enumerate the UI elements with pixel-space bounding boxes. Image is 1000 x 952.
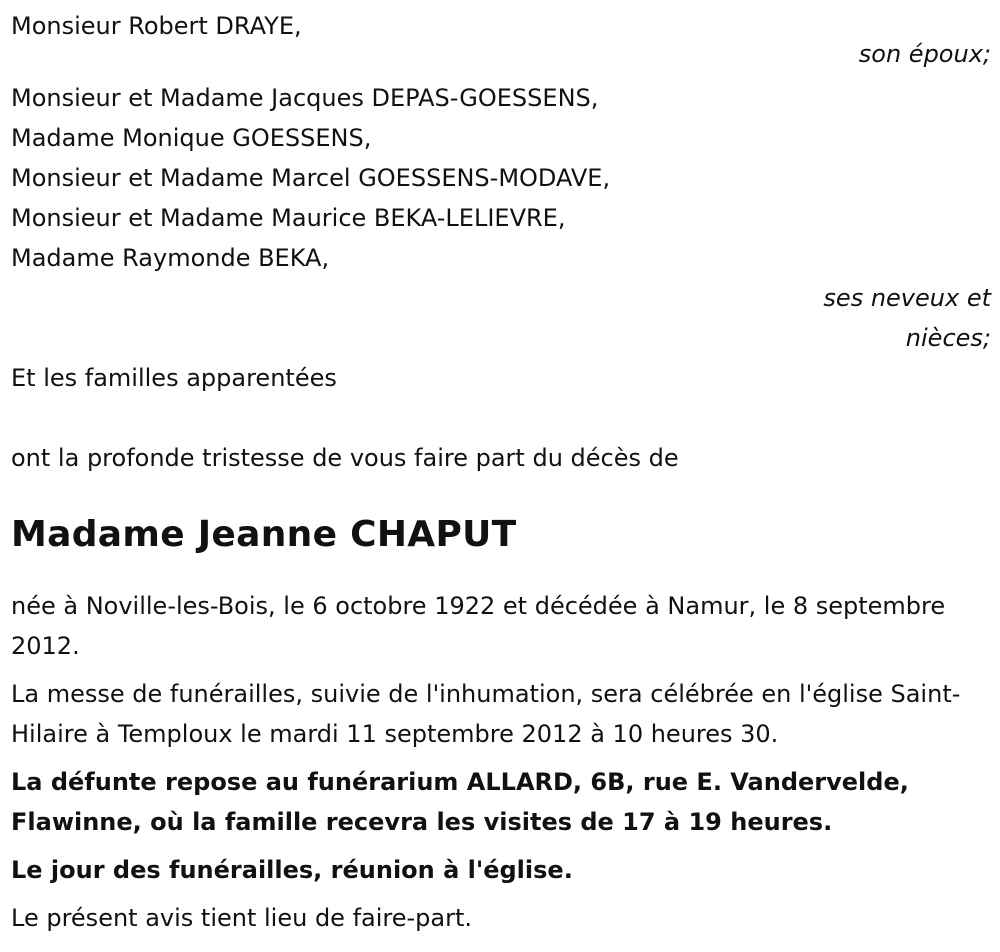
- relatives-list: [11, 78, 991, 278]
- relative-name: Monsieur et Madame Marcel GOESSENS-MODAVE,: [11, 164, 611, 192]
- relative-name: Madame Monique GOESSENS,: [11, 124, 372, 152]
- spouse-name: Monsieur Robert DRAYE,: [11, 12, 302, 40]
- families-line: Et les familles apparentées: [11, 364, 337, 392]
- meeting-paragraph: Le jour des funérailles, réunion à l'église.: [11, 856, 573, 884]
- relatives-relation-line-2: nièces;: [905, 324, 991, 352]
- notice-paragraph: Le présent avis tient lieu de faire-part.: [11, 904, 473, 932]
- obituary-document: [11, 6, 991, 938]
- birth-death-paragraph: née à Noville-les-Bois, le 6 octobre 1922 et décédée à Namur, le 8 septembre 2012.: [11, 592, 946, 660]
- deceased-name: Madame Jeanne CHAPUT: [11, 514, 517, 555]
- relative-name: Monsieur et Madame Jacques DEPAS-GOESSENS,: [11, 84, 599, 112]
- spouse-relation: son époux;: [858, 40, 991, 68]
- relative-name: Madame Raymonde BEKA,: [11, 244, 330, 272]
- announcement-line: ont la profonde tristesse de vous faire part du décès de: [11, 444, 679, 472]
- funeral-mass-paragraph: La messe de funérailles, suivie de l'inhumation, sera célébrée en l'église Saint-Hilaire à Temploux le mardi 11 septembre 2012 à 10 heures 30.: [11, 680, 961, 748]
- funeral-home-paragraph: La défunte repose au funérarium ALLARD, 6B, rue E. Vandervelde, Flawinne, où la famille recevra les visites de 17 à 19 heures.: [11, 768, 909, 836]
- relatives-relation-line-1: ses neveux et: [823, 284, 991, 312]
- relative-name: Monsieur et Madame Maurice BEKA-LELIEVRE,: [11, 204, 566, 232]
